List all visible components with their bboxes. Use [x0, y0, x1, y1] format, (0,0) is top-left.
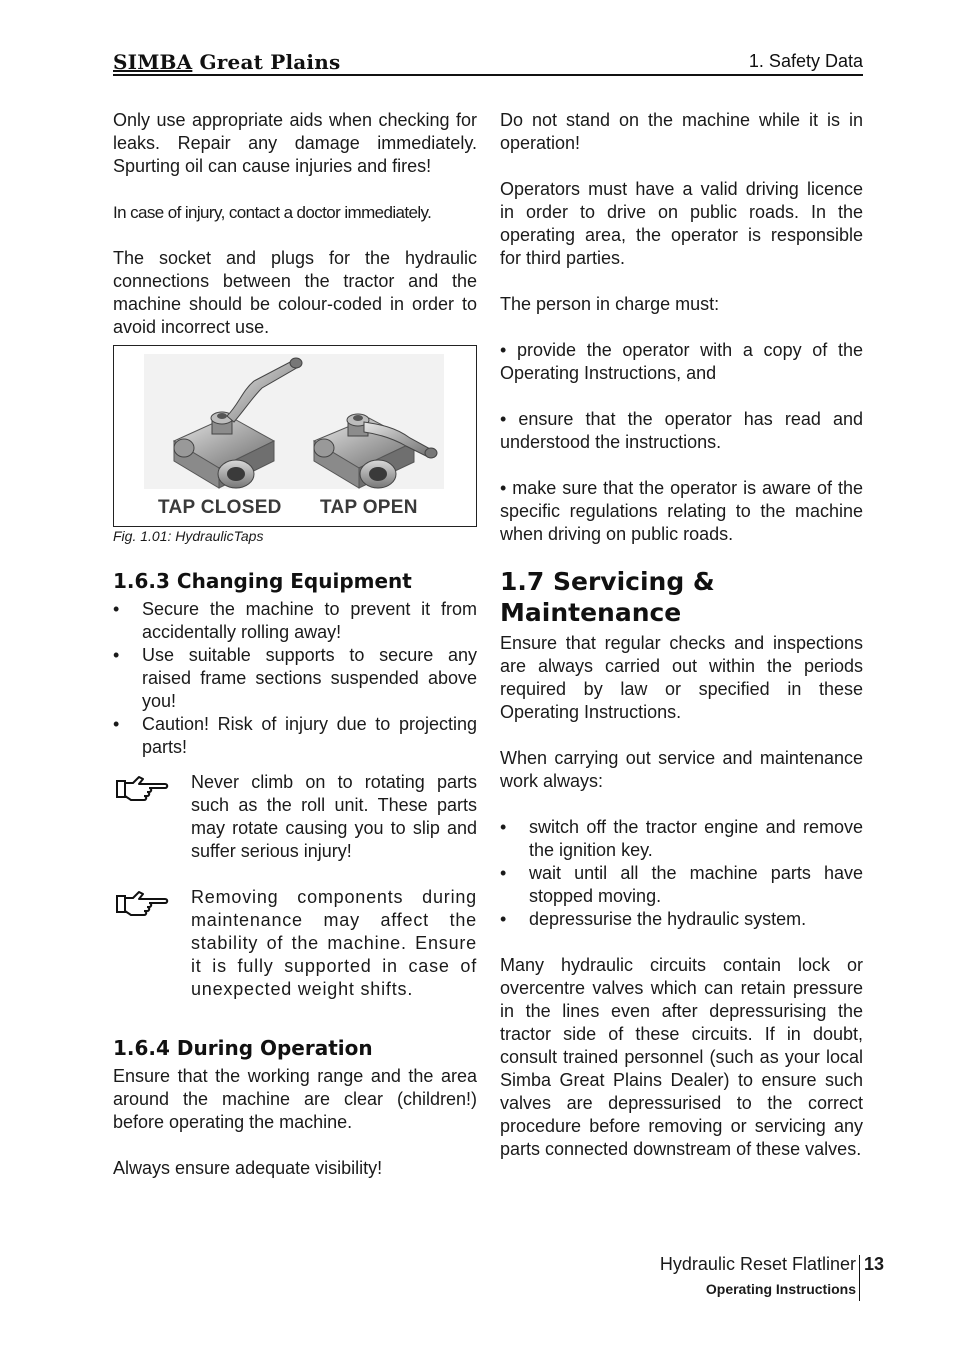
leak-paragraph: Only use appropriate aids when checking for leaks. Repair any damage immediately. Spurting oil can cause injuries and fires! [113, 110, 477, 176]
list-item: • Use suitable supports to secure any raised frame sections suspended above you! [113, 645, 477, 711]
heading-changing-equipment: 1.6.3 Changing Equipment [113, 569, 412, 593]
ensure-read-item: • ensure that the operator has read and understood the instructions. [500, 409, 863, 452]
regulations-item: • make sure that the operator is aware of the specific regulations relating to the machine when driving on public roads. [500, 478, 863, 544]
left-column [113, 109, 477, 1203]
note-rotating-parts-text: Never climb on to rotating parts such as the roll unit. These parts may rotate causing you to slip and suffer serious injury! [191, 772, 477, 861]
note-rotating-parts [113, 771, 477, 863]
heading-during-operation: 1.6.4 During Operation [113, 1036, 373, 1060]
list-item: • depressurise the hydraulic system. [500, 909, 807, 929]
brand-great-plains: Great Plains [192, 50, 341, 74]
page-number: 13 [864, 1254, 885, 1274]
do-not-stand-paragraph: Do not stand on the machine while it is in operation! [500, 110, 863, 153]
heading-servicing-maintenance: 1.7 Servicing & Maintenance [500, 567, 715, 627]
list-item: • Secure the machine to prevent it from accidentally rolling away! [113, 599, 477, 642]
provide-instructions-item: • provide the operator with a copy of the Operating Instructions, and [500, 340, 863, 383]
injury-paragraph: In case of injury, contact a doctor immediately. [113, 203, 432, 222]
figure-caption: Fig. 1.01: HydraulicTaps [113, 528, 264, 544]
note-removing-components-text: Removing components during maintenance may affect the stability of the machine. Ensure it is fully supported in case of unexpected weight shifts. [191, 887, 477, 999]
footer-subtitle: Operating Instructions [705, 1281, 856, 1297]
pointing-hand-icon [113, 886, 191, 1001]
person-in-charge-paragraph: The person in charge must: [500, 294, 720, 314]
list-item: • Caution! Risk of injury due to projecting parts! [113, 714, 477, 757]
tap-open-label: TAP OPEN [320, 497, 418, 518]
footer-title: Hydraulic Reset Flatliner [659, 1254, 856, 1274]
service-steps-list [500, 816, 863, 931]
list-item: • switch off the tractor engine and remove the ignition key. [500, 817, 863, 860]
brand-simba: SIMBA [113, 50, 193, 74]
tap-closed-label: TAP CLOSED [158, 497, 282, 518]
hydraulic-taps-figure [113, 345, 477, 527]
visibility-paragraph: Always ensure adequate visibility! [113, 1158, 383, 1178]
brand-logo [113, 50, 340, 74]
changing-equipment-list [113, 598, 477, 759]
note-removing-components [113, 886, 477, 1001]
licence-paragraph: Operators must have a valid driving licence in order to drive on public roads. In the operating area, the operator is responsible for third parties. [500, 179, 863, 268]
right-column [500, 109, 863, 1184]
working-range-paragraph: Ensure that the working range and the area around the machine are clear (children!) before operating the machine. [113, 1066, 477, 1132]
regular-checks-paragraph: Ensure that regular checks and inspections are always carried out within the periods required by law or specified in these Operating Instructions. [500, 633, 863, 722]
list-item: • wait until all the machine parts have stopped moving. [500, 863, 863, 906]
service-work-paragraph: When carrying out service and maintenance work always: [500, 748, 863, 791]
pointing-hand-icon [113, 771, 191, 863]
header-rule [113, 74, 863, 76]
footer-rule [859, 1255, 860, 1301]
section-label: 1. Safety Data [748, 51, 863, 71]
hydraulic-circuits-paragraph: Many hydraulic circuits contain lock or overcentre valves which can retain pressure in the lines even after depressurising the tractor side of these circuits. If in doubt, consult trained personnel (such as your local Simba Great Plains Dealer) to ensure such valves are depressurised to the correct procedure before removing or servicing any parts connected downstream of these valves. [500, 955, 863, 1159]
colour-code-paragraph: The socket and plugs for the hydraulic connections between the tractor and the machine should be colour-coded in order to avoid incorrect use. [113, 248, 477, 337]
